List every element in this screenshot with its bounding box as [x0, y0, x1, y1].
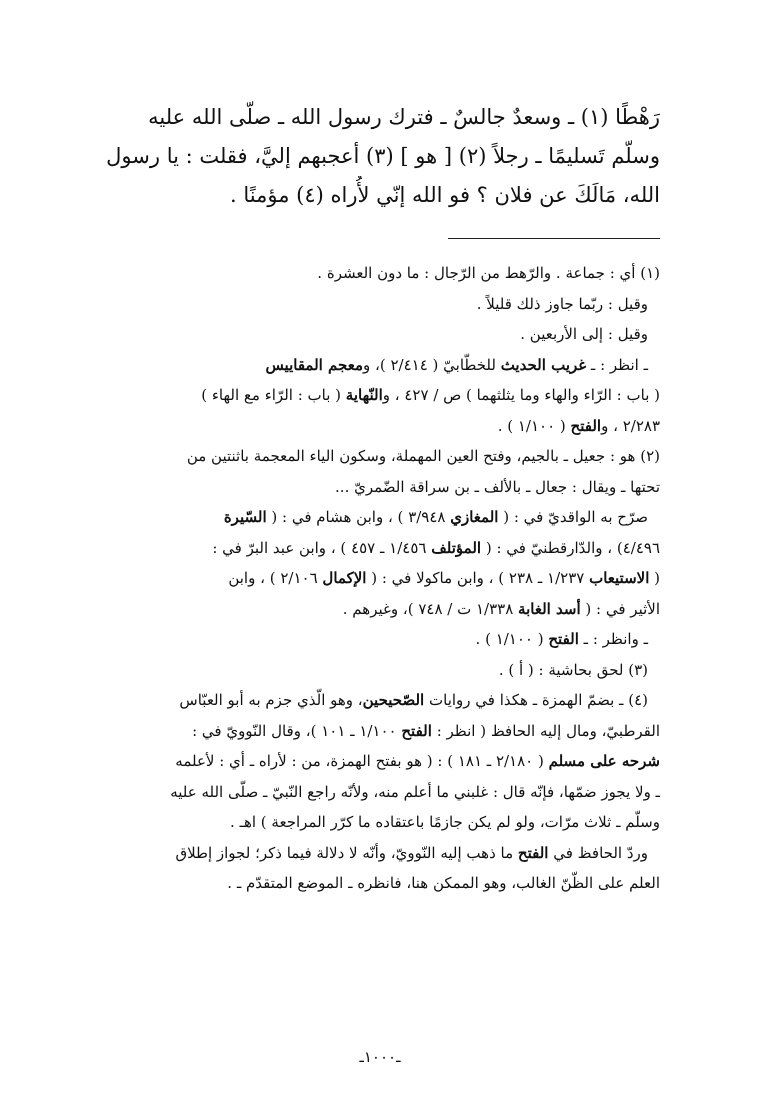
footnote-text: ( ٢/١٨٠ ـ ١٨١ ) : ( هو بفتح الهمزة، من : لأراه ـ أي : لأعلمه [175, 752, 549, 770]
footnote-text: ٣/٩٤٨ ) ، وابن هشام في : ( [266, 508, 451, 526]
footnote-line [100, 655, 660, 686]
footnote-text: ١/٤٥٦ ـ ٤٥٧ ) ، وابن عبد البرّ في : [212, 538, 432, 557]
footnote-line [100, 685, 660, 716]
footnote-bold-title: النّهاية [345, 386, 383, 404]
footnote-line [100, 807, 660, 838]
footnote-line [100, 380, 660, 411]
main-text [100, 98, 660, 215]
footnote-bold-title: الفتح [570, 416, 602, 435]
footnote-text: ( [649, 569, 660, 587]
footnote-line [100, 319, 660, 350]
footnote-line [100, 502, 660, 533]
footnote-text: وقيل : ربّما جاوز ذلك قليلاً . [476, 294, 648, 313]
footnote-text: ـ وانظر : ـ [578, 630, 648, 648]
footnote-line [100, 441, 660, 472]
footnote-line [100, 838, 660, 869]
footnote-line [100, 746, 660, 777]
footnote-text: (٢) هو : جعيل ـ بالجيم، وفتح العين المهملة، وسكون الياء المعجمة باثنتين من [186, 447, 660, 465]
footnote-bold-title: الاستيعاب [589, 569, 650, 587]
footnote-text: (٤) ـ بضمّ الهمزة ـ هكذا في روايات [424, 691, 648, 709]
footnote-text: ( باب : الرّاء والهاء وما يثلثهما ) ص / ٤٢٧ ، و [382, 386, 660, 404]
footnote-line [100, 777, 660, 808]
footnote-bold-title: الفتح [401, 721, 432, 740]
footnote-line [100, 533, 660, 564]
footnote-text: للخطّابيّ ( ٢/٤١٤ )، و [363, 355, 501, 374]
footnote-line [100, 716, 660, 747]
footnote-text: (٣) لحق بحاشية : ( أ ) . [498, 660, 648, 679]
footnote-line [100, 411, 660, 442]
main-line: وسلّم تَسليمًا ـ رجلاً (٢) [ هو ] (٣) أعجبهم إليَّ، فقلت : يا رسول [106, 144, 660, 168]
footnote-text: ما ذهب إليه النّوويّ، وأنّه لا دلالة فيما ذكر؛ لجواز إطلاق [175, 843, 518, 862]
footnote-text: القرطبيّ، ومال إليه الحافظ ( انظر : [431, 721, 660, 740]
footnote-separator [448, 238, 660, 239]
footnote-line [100, 624, 660, 655]
footnote-line [100, 594, 660, 625]
footnote-text: وقيل : إلى الأربعين . [520, 325, 648, 343]
footnote-text: (١) أي : جماعة . والرّهط من الرّجال : ما دون العشرة . [317, 264, 660, 282]
footnote-text: ١/٢٣٧ ـ ٢٣٨ ) ، وابن ماكولا في : ( [366, 569, 590, 587]
footnote-line [100, 472, 660, 503]
footnote-text: تحتها ـ ويقال : جعال ـ بالألف ـ بن سراقة الضّمريّ ... [335, 477, 660, 496]
footnote-bold-title: شرحه على مسلم [548, 752, 660, 770]
footnote-text: ٤/٤٩٦) ، والدّارقطنيّ في : ( [481, 538, 660, 557]
footnote-bold-title: الإكمال [322, 569, 367, 587]
footnote-text: ٢/٢٨٣ ، و [601, 416, 660, 435]
footnote-bold-title: الفتح [548, 630, 579, 648]
footnote-bold-title: المغازي [450, 508, 499, 526]
footnote-bold-title: المؤتلف [431, 538, 482, 557]
footnote-text: الأثير في : ( [580, 599, 660, 618]
footnote-text: ( ١/١٠٠ ) . [497, 416, 571, 435]
main-line: الله، مَالَكَ عن فلان ؟ فو الله إنّي لأُراه (٤) مؤمنًا . [230, 183, 660, 207]
footnote-bold-title: غريب الحديث [500, 355, 587, 374]
footnote-text: ( ١/١٠٠ ) . [475, 630, 549, 648]
footnote-text: صرّح به الواقديّ في : ( [498, 508, 648, 526]
footnote-line [100, 563, 660, 594]
page-number: ـ١٠٠٠ـ [359, 1048, 401, 1066]
footnote-bold-title: أسد الغابة [518, 599, 581, 618]
footnote-line [100, 350, 660, 381]
footnote-line [100, 868, 660, 899]
footnote-bold-title: الفتح [517, 843, 549, 862]
main-line: رَهْطًا (١) ـ وسعدٌ جالسٌ ـ فترك رسول الله ـ صلّى الله عليه [148, 105, 660, 129]
footnote-text: ـ ولا يجوز ضمّها، فإنّه قال : غلبني ما أعلم منه، ولأنّه راجع النّبيّ ـ صلّى الله عليه [170, 782, 660, 801]
footnote-text: وردّ الحافظ في [548, 843, 648, 862]
footnote-text: ـ انظر : ـ [586, 355, 648, 374]
footnote-text: وسلّم ـ ثلاث مرّات، ولو لم يكن جازمًا باعتقاده ما كرّر المراجعة ) اهـ . [230, 813, 660, 831]
footnote-text: العلم على الظّنّ الغالب، وهو الممكن هنا، فانظره ـ الموضع المتقدّم ـ . [227, 874, 660, 892]
footnotes [100, 258, 660, 899]
footnote-text: ٢/١٠٦ ) ، وابن [228, 569, 323, 587]
footnote-text: ( باب : الرّاء مع الهاء ) [201, 386, 346, 404]
footnote-text: ١/٣٣٨ ت / ٧٤٨ )، وغيرهم . [342, 599, 519, 618]
footnote-bold-title: معجم المقاييس [265, 355, 363, 374]
footnote-line [100, 258, 660, 289]
footnote-line [100, 289, 660, 320]
footnote-bold-title: الصّحيحين [362, 691, 425, 709]
footnote-bold-title: السّيرة [223, 508, 267, 526]
footnote-text: ١/١٠٠ ـ ١٠١ )، وقال النّوويّ في : [192, 721, 402, 740]
footnote-text: ، وهو الّذي جزم به أبو العبّاس [179, 691, 363, 709]
